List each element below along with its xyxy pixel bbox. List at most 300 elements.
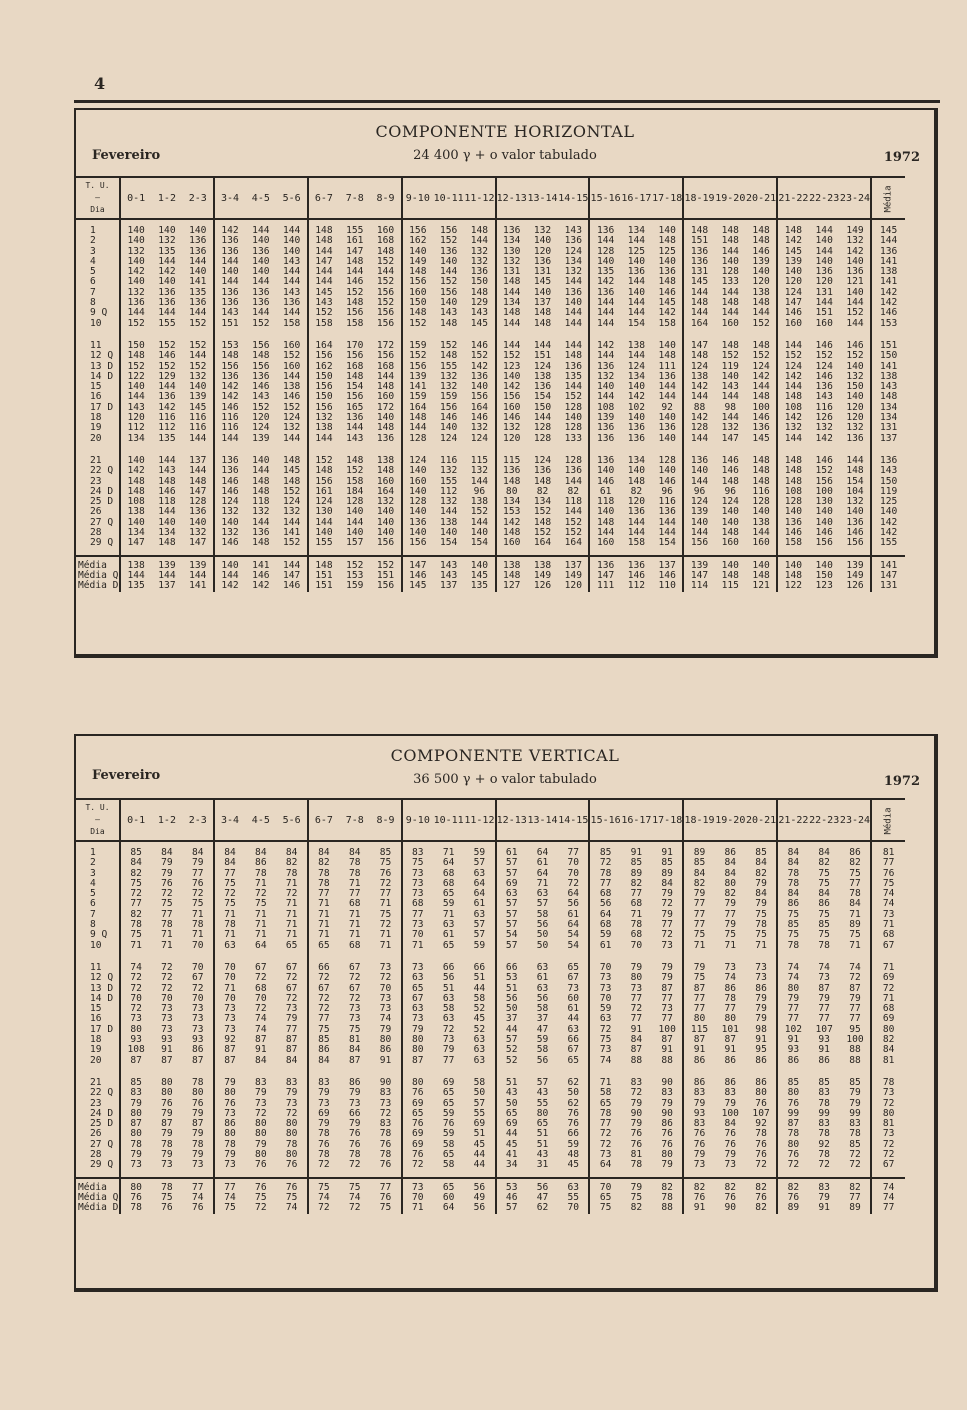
day-cell: 8 — [90, 919, 96, 931]
value-cell: 137 — [533, 297, 552, 309]
value-cell: 164 — [683, 319, 714, 335]
value-cell: 108 — [120, 497, 151, 507]
value-cell: 132 — [846, 496, 864, 508]
value-cell: 136 — [214, 450, 245, 466]
value-cell: 144 — [120, 392, 151, 402]
value-cell: 79 — [161, 857, 173, 869]
dash-separator: — — [95, 193, 100, 202]
value-cell: 78 — [589, 869, 620, 879]
value-cell: 136 — [214, 372, 245, 382]
value-cell: 140 — [402, 507, 433, 517]
value-cell: 140 — [815, 235, 833, 247]
value-cell: 133 — [721, 276, 739, 288]
value-cell: 161 — [308, 487, 339, 497]
value-cell: 73 — [630, 982, 643, 994]
value-cell: 144 — [683, 308, 714, 318]
value-cell: 140 — [402, 466, 433, 476]
value-cell: 45 — [567, 1159, 580, 1171]
value-cell: 67 — [308, 984, 339, 994]
value-cell: 80 — [214, 1129, 245, 1139]
value-cell: 140 — [439, 422, 458, 434]
mean-value-cell: 65 — [433, 1178, 464, 1193]
value-cell: 144 — [721, 307, 739, 319]
value-cell: 80 — [255, 1149, 267, 1161]
value-cell: 71 — [683, 941, 714, 957]
mean-value-cell: 77 — [849, 1191, 861, 1203]
value-cell: 132 — [439, 465, 458, 477]
value-cell: 67 — [191, 972, 204, 984]
value-cell: 79 — [755, 1003, 767, 1015]
value-cell: 146 — [815, 527, 833, 539]
daily-mean-cell: 134 — [871, 413, 905, 423]
daily-mean-cell: 136 — [871, 450, 905, 466]
value-cell: 142 — [214, 392, 245, 402]
value-cell: 140 — [439, 255, 458, 267]
value-cell: 63 — [402, 973, 433, 983]
value-cell: 146 — [721, 465, 739, 477]
value-cell: 79 — [724, 1097, 737, 1109]
value-cell: 72 — [630, 1003, 643, 1015]
value-cell: 136 — [533, 465, 552, 477]
value-cell: 160 — [815, 317, 833, 329]
value-cell: 148 — [282, 454, 301, 466]
value-cell: 67 — [567, 972, 580, 984]
value-cell: 136 — [158, 391, 176, 403]
value-cell: 71 — [161, 929, 173, 941]
value-cell: 152 — [282, 485, 301, 497]
value-cell: 135 — [158, 432, 176, 444]
value-cell: 77 — [777, 1004, 808, 1014]
value-cell: 78 — [255, 867, 267, 879]
value-cell: 146 — [846, 527, 864, 539]
value-cell: 144 — [439, 266, 458, 278]
value-cell: 148 — [346, 454, 364, 466]
value-cell: 144 — [589, 528, 620, 538]
value-cell: 136 — [252, 527, 270, 539]
mean-value-cell: 64 — [442, 1202, 455, 1214]
table-row — [76, 1072, 905, 1088]
value-cell: 148 — [376, 422, 395, 434]
mean-label: Média D — [78, 580, 119, 592]
daily-mean-cell: 76 — [871, 869, 905, 879]
value-cell: 136 — [252, 245, 270, 257]
value-cell: 144 — [846, 454, 864, 466]
mean-value-cell: 76 — [724, 1191, 737, 1203]
value-cell: 116 — [752, 485, 770, 497]
mean-label: Média — [76, 556, 120, 571]
value-cell: 79 — [308, 1119, 339, 1129]
value-cell: 79 — [849, 1097, 861, 1109]
value-cell: 144 — [158, 307, 176, 319]
value-cell: 144 — [777, 434, 808, 450]
value-cell: 75 — [777, 910, 808, 920]
value-cell: 148 — [777, 477, 808, 487]
value-cell: 128 — [533, 422, 552, 434]
value-cell: 77 — [589, 1119, 620, 1129]
value-cell: 148 — [533, 307, 552, 319]
value-cell: 118 — [252, 496, 270, 508]
value-cell: 144 — [189, 255, 207, 267]
value-cell: 66 — [567, 1034, 580, 1046]
value-cell: 87 — [630, 1044, 643, 1056]
day-cell: 4 — [90, 255, 96, 267]
value-cell: 72 — [308, 994, 339, 1004]
value-cell: 102 — [627, 401, 646, 413]
value-cell: 56 — [496, 994, 527, 1004]
value-cell: 158 — [346, 475, 364, 487]
value-cell: 59 — [536, 1034, 549, 1046]
value-cell: 89 — [849, 919, 861, 931]
value-cell: 136 — [214, 288, 245, 298]
value-cell: 77 — [724, 908, 737, 920]
value-cell: 57 — [496, 899, 527, 909]
mean-value-cell: 151 — [376, 569, 395, 581]
value-cell: 142 — [658, 307, 676, 319]
value-cell: 72 — [191, 982, 204, 994]
value-cell: 85 — [849, 1076, 861, 1088]
value-cell: 132 — [496, 257, 527, 267]
hour-header: 20-21 — [746, 177, 777, 219]
value-cell: 152 — [376, 297, 395, 309]
value-cell: 136 — [402, 518, 433, 528]
mean-value-cell: 56 — [473, 1202, 486, 1214]
value-cell: 79 — [661, 961, 673, 973]
mean-value-cell: 126 — [533, 580, 552, 592]
value-cell: 140 — [846, 360, 864, 372]
value-cell: 150 — [308, 372, 339, 382]
mean-row — [76, 1178, 905, 1193]
value-cell: 75 — [161, 898, 173, 910]
value-cell: 65 — [402, 1109, 433, 1119]
mean-value-cell: 111 — [589, 581, 620, 591]
value-cell: 145 — [683, 277, 714, 287]
value-cell: 140 — [120, 219, 151, 236]
value-cell: 138 — [533, 370, 552, 382]
value-cell: 144 — [282, 432, 301, 444]
value-cell: 73 — [755, 961, 767, 973]
value-cell: 156 — [346, 307, 364, 319]
value-cell: 138 — [308, 423, 339, 433]
day-cell: 17 D — [90, 401, 114, 413]
value-cell: 132 — [846, 422, 864, 434]
value-cell: 68 — [589, 920, 620, 930]
value-cell: 67 — [348, 982, 361, 994]
hour-header: 18-19 — [683, 799, 714, 841]
value-cell: 128 — [777, 497, 808, 507]
value-cell: 90 — [379, 1076, 392, 1088]
hour-header: 0-1 — [120, 799, 151, 841]
value-cell: 76 — [285, 1159, 298, 1171]
mean-value-cell: 89 — [849, 1202, 861, 1214]
value-cell: 152 — [470, 506, 489, 518]
value-cell: 85 — [818, 1076, 830, 1088]
value-cell: 57 — [536, 898, 549, 910]
value-cell: 136 — [496, 219, 527, 236]
value-cell: 144 — [439, 506, 458, 518]
value-cell: 147 — [346, 245, 364, 257]
value-cell: 151 — [683, 236, 714, 246]
value-cell: 156 — [308, 477, 339, 487]
day-cell: 26 — [90, 1128, 102, 1140]
value-cell: 64 — [567, 919, 580, 931]
value-cell: 57 — [473, 919, 486, 931]
mean-value-cell: 135 — [120, 581, 151, 591]
value-cell: 148 — [189, 475, 207, 487]
value-cell: 73 — [285, 1003, 298, 1015]
value-cell: 73 — [402, 920, 433, 930]
day-cell: 7 — [90, 286, 96, 298]
media-header — [871, 799, 905, 841]
value-cell: 45 — [473, 1013, 486, 1025]
value-cell: 120 — [846, 401, 864, 413]
value-cell: 141 — [189, 276, 207, 288]
value-cell: 78 — [630, 919, 643, 931]
value-cell: 54 — [567, 939, 580, 951]
value-cell: 63 — [567, 1023, 580, 1035]
value-cell: 76 — [755, 1149, 767, 1161]
value-cell: 144 — [470, 516, 489, 528]
day-cell: 4 — [90, 877, 96, 889]
value-cell: 156 — [376, 307, 395, 319]
value-cell: 71 — [348, 929, 361, 941]
value-cell: 101 — [721, 1023, 739, 1035]
value-cell: 150 — [402, 298, 433, 308]
value-cell: 63 — [536, 961, 549, 973]
value-cell: 150 — [120, 335, 151, 351]
value-cell: 152 — [402, 351, 433, 361]
value-cell: 84 — [661, 877, 673, 889]
value-cell: 73 — [348, 1097, 361, 1109]
value-cell: 84 — [348, 847, 361, 858]
value-cell: 63 — [473, 1054, 486, 1066]
value-cell: 144 — [252, 225, 270, 236]
value-cell: 83 — [379, 1118, 392, 1130]
value-cell: 142 — [496, 518, 527, 528]
value-cell: 78 — [379, 1149, 392, 1161]
mean-value-cell: 82 — [777, 1178, 808, 1193]
value-cell: 140 — [376, 527, 395, 539]
value-cell: 66 — [496, 957, 527, 973]
table-row — [76, 1160, 905, 1177]
value-cell: 93 — [120, 1035, 151, 1045]
hour-header: 15-16 — [589, 799, 620, 841]
value-cell: 72 — [308, 973, 339, 983]
value-cell: 148 — [120, 351, 151, 361]
mean-value-cell: 147 — [589, 571, 620, 581]
value-cell: 51 — [473, 972, 486, 984]
value-cell: 73 — [379, 1003, 392, 1015]
value-cell: 144 — [346, 516, 364, 528]
value-cell: 70 — [191, 961, 204, 973]
mean-value-cell: 127 — [496, 581, 527, 591]
mean-row — [76, 556, 905, 571]
mean-value-cell: 153 — [346, 569, 364, 581]
daily-mean-cell: 73 — [871, 1088, 905, 1098]
value-cell: 76 — [379, 1138, 392, 1150]
value-cell: 144 — [777, 382, 808, 392]
table-row — [76, 538, 905, 555]
value-cell: 76 — [214, 1099, 245, 1109]
daily-mean-cell: 142 — [871, 518, 905, 528]
mean-value-cell: 148 — [721, 569, 739, 581]
value-cell: 132 — [282, 506, 301, 518]
value-cell: 128 — [752, 496, 770, 508]
value-cell: 86 — [724, 1054, 737, 1066]
value-cell: 73 — [402, 1014, 433, 1024]
hour-header: 7-8 — [339, 799, 370, 841]
value-cell: 148 — [308, 466, 339, 476]
value-cell: 148 — [252, 350, 270, 362]
value-cell: 72 — [849, 972, 861, 984]
value-cell: 76 — [683, 1140, 714, 1150]
value-cell: 73 — [161, 1003, 173, 1015]
value-cell: 142 — [627, 391, 646, 403]
value-cell: 119 — [721, 360, 739, 372]
value-cell: 108 — [777, 403, 808, 413]
value-cell: 140 — [376, 516, 395, 528]
value-cell: 146 — [815, 454, 833, 466]
value-cell: 152 — [721, 350, 739, 362]
value-cell: 77 — [818, 1003, 830, 1015]
value-cell: 172 — [376, 401, 395, 413]
value-cell: 66 — [308, 957, 339, 973]
value-cell: 77 — [442, 1054, 455, 1066]
value-cell: 134 — [564, 255, 582, 267]
value-cell: 149 — [402, 257, 433, 267]
value-cell: 79 — [161, 1128, 173, 1140]
value-cell: 140 — [189, 225, 207, 236]
value-cell: 71 — [161, 939, 173, 951]
mean-value-cell: 149 — [846, 569, 864, 581]
value-cell: 159 — [402, 335, 433, 351]
daily-mean-cell: 145 — [871, 219, 905, 236]
mean-value-cell: 138 — [496, 556, 527, 571]
value-cell: 80 — [379, 1034, 392, 1046]
value-cell: 118 — [589, 497, 620, 507]
value-cell: 146 — [252, 381, 270, 393]
table-row — [76, 841, 905, 858]
overall-mean-cell: 74 — [871, 1178, 905, 1193]
value-cell: 70 — [567, 867, 580, 879]
value-cell: 72 — [661, 929, 673, 941]
value-cell: 70 — [214, 957, 245, 973]
value-cell: 148 — [120, 477, 151, 487]
overall-mean-cell: 74 — [871, 1193, 905, 1203]
value-cell: 79 — [120, 1150, 151, 1160]
daily-mean-cell: 68 — [871, 1004, 905, 1014]
value-cell: 78 — [285, 867, 298, 879]
value-cell: 73 — [402, 879, 433, 889]
value-cell: 75 — [214, 899, 245, 909]
value-cell: 93 — [818, 1034, 830, 1046]
value-cell: 131 — [496, 267, 527, 277]
value-cell: 59 — [442, 898, 455, 910]
value-cell: 75 — [348, 1023, 361, 1035]
value-cell: 136 — [158, 286, 176, 298]
value-cell: 146 — [470, 339, 489, 351]
value-cell: 64 — [473, 877, 486, 889]
mean-value-cell: 80 — [120, 1178, 151, 1193]
value-cell: 69 — [402, 1099, 433, 1109]
value-cell: 160 — [376, 391, 395, 403]
mean-value-cell: 148 — [777, 571, 808, 581]
day-cell: 6 — [90, 276, 96, 288]
value-cell: 128 — [658, 454, 676, 466]
hour-header: 23-24 — [840, 799, 871, 841]
value-cell: 78 — [308, 869, 339, 879]
value-cell: 148 — [752, 339, 770, 351]
value-cell: 120 — [752, 276, 770, 288]
value-cell: 83 — [285, 1076, 298, 1088]
day-cell: 27 Q — [90, 1138, 114, 1150]
value-cell: 100 — [846, 1034, 864, 1046]
value-cell: 120 — [496, 434, 527, 450]
daily-mean-cell: 77 — [871, 858, 905, 868]
value-cell: 152 — [282, 350, 301, 362]
value-cell: 84 — [308, 1056, 339, 1072]
value-cell: 152 — [564, 516, 582, 528]
table-row — [76, 450, 905, 466]
value-cell: 73 — [120, 1160, 151, 1177]
value-cell: 63 — [442, 919, 455, 931]
value-cell: 136 — [376, 432, 395, 444]
mean-value-cell: 147 — [282, 569, 301, 581]
daily-mean-cell: 142 — [871, 288, 905, 298]
value-cell: 140 — [470, 527, 489, 539]
mean-value-cell: 159 — [346, 580, 364, 592]
value-cell: 152 — [282, 537, 301, 549]
value-cell: 160 — [496, 403, 527, 413]
value-cell: 128 — [564, 422, 582, 434]
value-cell: 76 — [191, 1097, 204, 1109]
day-cell: 16 — [90, 391, 102, 403]
value-cell: 132 — [376, 496, 395, 508]
value-cell: 140 — [627, 381, 646, 393]
mean-value-cell: 112 — [627, 580, 646, 592]
value-cell: 50 — [567, 1087, 580, 1099]
value-cell: 132 — [846, 235, 864, 247]
value-cell: 75 — [402, 858, 433, 868]
value-cell: 82 — [285, 857, 298, 869]
value-cell: 144 — [308, 277, 339, 287]
value-cell: 144 — [564, 381, 582, 393]
value-cell: 144 — [282, 266, 301, 278]
value-cell: 152 — [439, 276, 458, 288]
value-cell: 142 — [683, 382, 714, 392]
mean-value-cell: 53 — [496, 1178, 527, 1193]
mean-value-cell: 122 — [777, 581, 808, 591]
mean-value-cell: 140 — [715, 556, 746, 571]
value-cell: 83 — [818, 1087, 830, 1099]
value-cell: 144 — [658, 516, 676, 528]
value-cell: 76 — [755, 1138, 767, 1150]
value-cell: 136 — [683, 450, 714, 466]
value-cell: 75 — [308, 1025, 339, 1035]
value-cell: 77 — [818, 1013, 830, 1025]
value-cell: 87 — [214, 1056, 245, 1072]
day-cell: 26 — [90, 506, 102, 518]
value-cell: 76 — [755, 1097, 767, 1109]
value-cell: 84 — [818, 847, 830, 858]
value-cell: 62 — [567, 1097, 580, 1109]
day-cell: 20 — [90, 432, 102, 444]
value-cell: 143 — [120, 403, 151, 413]
value-cell: 77 — [630, 888, 643, 900]
value-cell: 83 — [683, 1119, 714, 1129]
value-cell: 79 — [777, 994, 808, 1004]
value-cell: 160 — [496, 538, 527, 555]
value-cell: 53 — [496, 973, 527, 983]
